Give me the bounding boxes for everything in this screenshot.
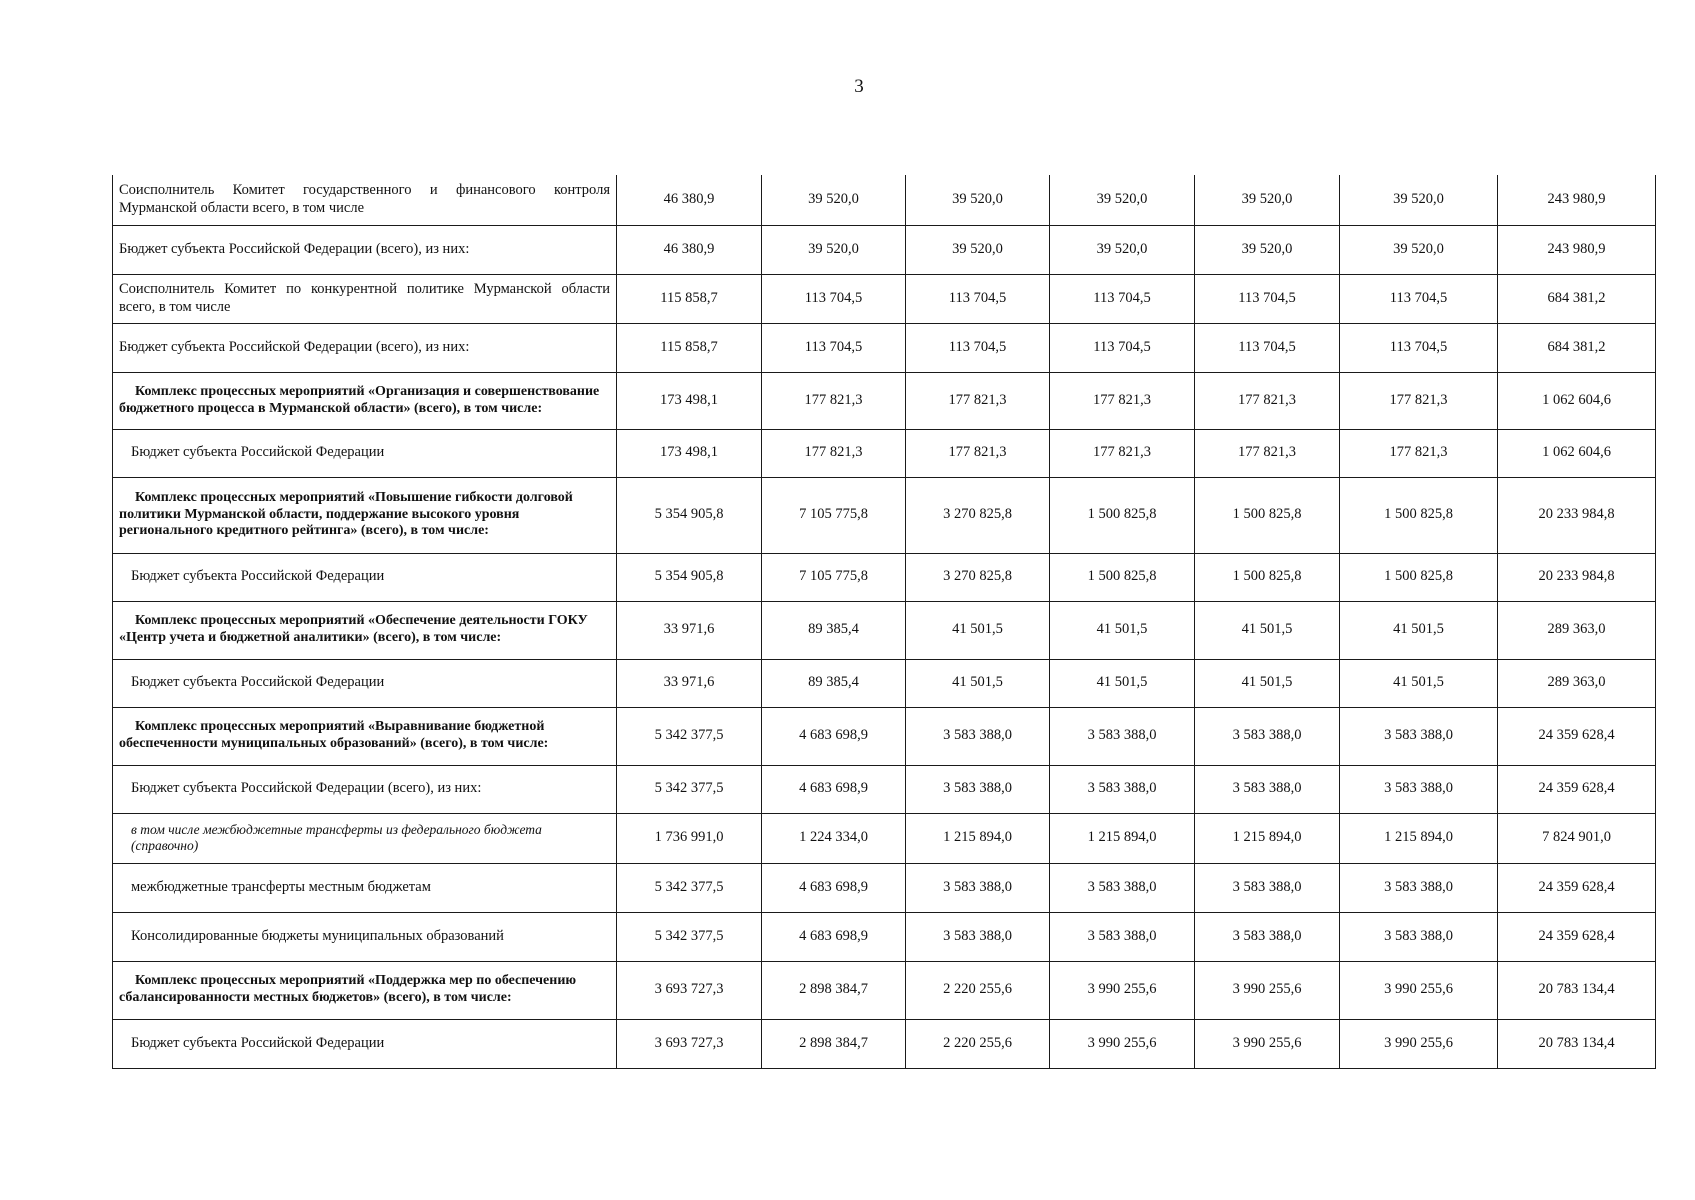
value-cell: 115 858,7 <box>617 274 762 323</box>
value-cell: 113 704,5 <box>1050 274 1195 323</box>
value-cell: 1 500 825,8 <box>1195 477 1340 553</box>
value-cell: 1 215 894,0 <box>1195 813 1340 863</box>
value-cell: 177 821,3 <box>1050 372 1195 429</box>
value-cell: 5 342 377,5 <box>617 765 762 813</box>
table-row <box>113 707 1656 765</box>
value-cell: 89 385,4 <box>762 659 906 707</box>
value-cell: 1 224 334,0 <box>762 813 906 863</box>
value-cell: 7 105 775,8 <box>762 553 906 601</box>
value-cell: 113 704,5 <box>1340 323 1498 372</box>
table-row <box>113 323 1656 372</box>
table-row <box>113 175 1656 225</box>
value-cell: 177 821,3 <box>762 429 906 477</box>
value-cell: 3 990 255,6 <box>1050 1019 1195 1068</box>
row-label: Комплекс процессных мероприятий «Выравнивание бюджетной обеспеченности муниципальных образований» (всего), в том числе: <box>113 707 617 765</box>
value-cell: 177 821,3 <box>1340 429 1498 477</box>
value-cell: 1 500 825,8 <box>1050 553 1195 601</box>
row-label: Консолидированные бюджеты муниципальных образований <box>113 912 617 961</box>
value-cell: 41 501,5 <box>1340 601 1498 659</box>
value-cell: 177 821,3 <box>762 372 906 429</box>
value-cell: 1 215 894,0 <box>1340 813 1498 863</box>
total-cell: 24 359 628,4 <box>1498 863 1656 912</box>
value-cell: 3 990 255,6 <box>1340 961 1498 1019</box>
value-cell: 39 520,0 <box>1050 225 1195 274</box>
value-cell: 5 342 377,5 <box>617 707 762 765</box>
row-label: Бюджет субъекта Российской Федерации <box>113 659 617 707</box>
value-cell: 3 270 825,8 <box>906 477 1050 553</box>
value-cell: 4 683 698,9 <box>762 765 906 813</box>
value-cell: 39 520,0 <box>906 225 1050 274</box>
total-cell: 1 062 604,6 <box>1498 372 1656 429</box>
total-cell: 20 233 984,8 <box>1498 553 1656 601</box>
value-cell: 177 821,3 <box>1195 429 1340 477</box>
value-cell: 39 520,0 <box>1340 225 1498 274</box>
value-cell: 39 520,0 <box>1050 175 1195 225</box>
value-cell: 3 583 388,0 <box>1340 863 1498 912</box>
row-label: Бюджет субъекта Российской Федерации <box>113 553 617 601</box>
table-row <box>113 372 1656 429</box>
value-cell: 3 583 388,0 <box>1195 863 1340 912</box>
value-cell: 5 342 377,5 <box>617 863 762 912</box>
value-cell: 177 821,3 <box>1340 372 1498 429</box>
value-cell: 1 215 894,0 <box>906 813 1050 863</box>
value-cell: 3 583 388,0 <box>1340 765 1498 813</box>
table-row <box>113 274 1656 323</box>
value-cell: 3 583 388,0 <box>1195 912 1340 961</box>
row-label: Бюджет субъекта Российской Федерации <box>113 1019 617 1068</box>
value-cell: 177 821,3 <box>906 429 1050 477</box>
value-cell: 3 990 255,6 <box>1050 961 1195 1019</box>
value-cell: 5 354 905,8 <box>617 477 762 553</box>
value-cell: 2 898 384,7 <box>762 961 906 1019</box>
value-cell: 3 583 388,0 <box>1195 765 1340 813</box>
value-cell: 113 704,5 <box>762 323 906 372</box>
table-row <box>113 553 1656 601</box>
table-row <box>113 912 1656 961</box>
table-row <box>113 659 1656 707</box>
value-cell: 3 583 388,0 <box>1050 912 1195 961</box>
value-cell: 41 501,5 <box>906 601 1050 659</box>
value-cell: 33 971,6 <box>617 601 762 659</box>
table-row <box>113 813 1656 863</box>
value-cell: 3 990 255,6 <box>1195 1019 1340 1068</box>
row-label: Соисполнитель Комитет государственного и финансового контроля Мурманской области всего, в том числе <box>113 175 617 225</box>
table-row <box>113 601 1656 659</box>
total-cell: 289 363,0 <box>1498 601 1656 659</box>
table-row <box>113 863 1656 912</box>
row-label: Бюджет субъекта Российской Федерации (всего), из них: <box>113 765 617 813</box>
row-label: в том числе межбюджетные трансферты из федерального бюджета (справочно) <box>113 813 617 863</box>
row-label: межбюджетные трансферты местным бюджетам <box>113 863 617 912</box>
value-cell: 2 220 255,6 <box>906 1019 1050 1068</box>
value-cell: 39 520,0 <box>762 225 906 274</box>
total-cell: 1 062 604,6 <box>1498 429 1656 477</box>
value-cell: 4 683 698,9 <box>762 707 906 765</box>
total-cell: 243 980,9 <box>1498 225 1656 274</box>
value-cell: 177 821,3 <box>1195 372 1340 429</box>
row-label: Комплекс процессных мероприятий «Поддержка мер по обеспечению сбалансированности местных бюджетов» (всего), в том числе: <box>113 961 617 1019</box>
value-cell: 3 583 388,0 <box>1050 765 1195 813</box>
value-cell: 5 354 905,8 <box>617 553 762 601</box>
total-cell: 684 381,2 <box>1498 274 1656 323</box>
value-cell: 41 501,5 <box>1195 659 1340 707</box>
value-cell: 46 380,9 <box>617 175 762 225</box>
value-cell: 115 858,7 <box>617 323 762 372</box>
value-cell: 3 693 727,3 <box>617 1019 762 1068</box>
row-label: Комплекс процессных мероприятий «Организация и совершенствование бюджетного процесса в Мурманской области» (всего), в том числе: <box>113 372 617 429</box>
value-cell: 4 683 698,9 <box>762 863 906 912</box>
value-cell: 113 704,5 <box>1340 274 1498 323</box>
value-cell: 33 971,6 <box>617 659 762 707</box>
value-cell: 1 500 825,8 <box>1340 477 1498 553</box>
value-cell: 1 215 894,0 <box>1050 813 1195 863</box>
table-row <box>113 961 1656 1019</box>
value-cell: 173 498,1 <box>617 372 762 429</box>
value-cell: 113 704,5 <box>762 274 906 323</box>
value-cell: 3 270 825,8 <box>906 553 1050 601</box>
total-cell: 20 783 134,4 <box>1498 961 1656 1019</box>
value-cell: 89 385,4 <box>762 601 906 659</box>
value-cell: 3 583 388,0 <box>906 863 1050 912</box>
value-cell: 41 501,5 <box>906 659 1050 707</box>
value-cell: 3 990 255,6 <box>1340 1019 1498 1068</box>
value-cell: 3 693 727,3 <box>617 961 762 1019</box>
total-cell: 7 824 901,0 <box>1498 813 1656 863</box>
value-cell: 41 501,5 <box>1050 659 1195 707</box>
table-row <box>113 429 1656 477</box>
row-label: Комплекс процессных мероприятий «Повышение гибкости долговой политики Мурманской области, поддержание высокого уровня регионального кредитного рейтинга» (всего), в том числе: <box>113 477 617 553</box>
value-cell: 39 520,0 <box>1340 175 1498 225</box>
value-cell: 3 583 388,0 <box>906 912 1050 961</box>
value-cell: 1 736 991,0 <box>617 813 762 863</box>
value-cell: 1 500 825,8 <box>1050 477 1195 553</box>
value-cell: 113 704,5 <box>906 274 1050 323</box>
total-cell: 684 381,2 <box>1498 323 1656 372</box>
total-cell: 20 233 984,8 <box>1498 477 1656 553</box>
table-row <box>113 477 1656 553</box>
row-label: Комплекс процессных мероприятий «Обеспечение деятельности ГОКУ «Центр учета и бюджетной аналитики» (всего), в том числе: <box>113 601 617 659</box>
value-cell: 41 501,5 <box>1340 659 1498 707</box>
total-cell: 243 980,9 <box>1498 175 1656 225</box>
value-cell: 1 500 825,8 <box>1195 553 1340 601</box>
value-cell: 7 105 775,8 <box>762 477 906 553</box>
value-cell: 3 583 388,0 <box>1340 912 1498 961</box>
value-cell: 177 821,3 <box>906 372 1050 429</box>
total-cell: 24 359 628,4 <box>1498 765 1656 813</box>
value-cell: 41 501,5 <box>1195 601 1340 659</box>
table-row <box>113 225 1656 274</box>
value-cell: 4 683 698,9 <box>762 912 906 961</box>
total-cell: 24 359 628,4 <box>1498 707 1656 765</box>
value-cell: 3 583 388,0 <box>1195 707 1340 765</box>
value-cell: 3 990 255,6 <box>1195 961 1340 1019</box>
value-cell: 2 898 384,7 <box>762 1019 906 1068</box>
row-label: Бюджет субъекта Российской Федерации (всего), из них: <box>113 323 617 372</box>
value-cell: 3 583 388,0 <box>1050 707 1195 765</box>
table-row <box>113 1019 1656 1068</box>
value-cell: 1 500 825,8 <box>1340 553 1498 601</box>
row-label: Бюджет субъекта Российской Федерации (всего), из них: <box>113 225 617 274</box>
value-cell: 39 520,0 <box>762 175 906 225</box>
value-cell: 113 704,5 <box>1195 323 1340 372</box>
table-row <box>113 765 1656 813</box>
value-cell: 2 220 255,6 <box>906 961 1050 1019</box>
value-cell: 3 583 388,0 <box>1050 863 1195 912</box>
value-cell: 173 498,1 <box>617 429 762 477</box>
value-cell: 113 704,5 <box>906 323 1050 372</box>
value-cell: 3 583 388,0 <box>1340 707 1498 765</box>
value-cell: 113 704,5 <box>1195 274 1340 323</box>
row-label: Бюджет субъекта Российской Федерации <box>113 429 617 477</box>
total-cell: 289 363,0 <box>1498 659 1656 707</box>
value-cell: 39 520,0 <box>1195 225 1340 274</box>
value-cell: 3 583 388,0 <box>906 765 1050 813</box>
value-cell: 177 821,3 <box>1050 429 1195 477</box>
value-cell: 41 501,5 <box>1050 601 1195 659</box>
row-label: Соисполнитель Комитет по конкурентной политике Мурманской области всего, в том числе <box>113 274 617 323</box>
value-cell: 3 583 388,0 <box>906 707 1050 765</box>
value-cell: 39 520,0 <box>906 175 1050 225</box>
value-cell: 5 342 377,5 <box>617 912 762 961</box>
page-number: 3 <box>854 76 864 97</box>
value-cell: 39 520,0 <box>1195 175 1340 225</box>
value-cell: 46 380,9 <box>617 225 762 274</box>
total-cell: 24 359 628,4 <box>1498 912 1656 961</box>
value-cell: 113 704,5 <box>1050 323 1195 372</box>
total-cell: 20 783 134,4 <box>1498 1019 1656 1068</box>
budget-table <box>112 175 1656 1069</box>
